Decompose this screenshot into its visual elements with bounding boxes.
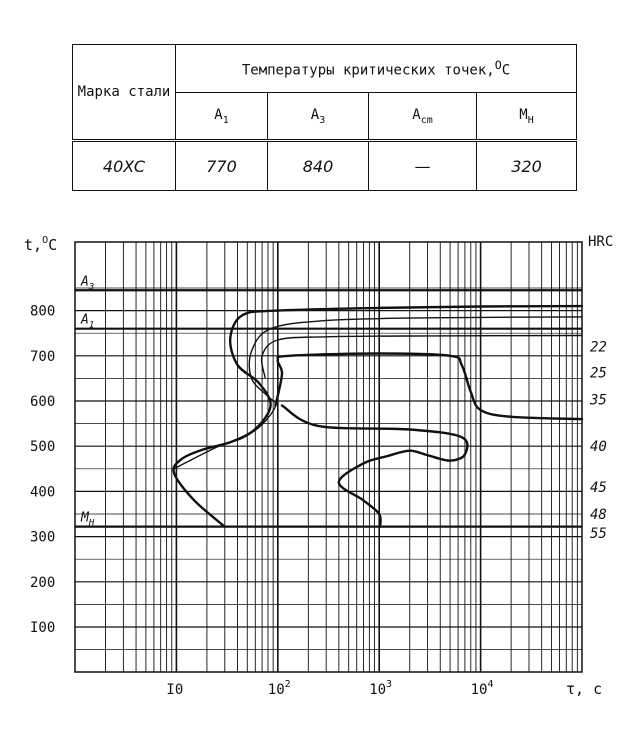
y-tick-label-800: 800 [30,303,56,320]
y-axis-label: t,$^O$C [24,235,58,254]
steel-grade-header [73,45,176,141]
x-axis-label: τ, c [566,680,603,698]
x-tick-label-10: I0 [166,682,184,698]
x-tick-label-100: $10^2$ [267,679,291,698]
transformation-curve-4 [276,354,583,420]
col-header-mh-base: M [519,106,528,123]
hrc-value-48: 48 [590,507,607,523]
value-a3-cell: 840 [268,141,369,191]
col-header-acm-sub: cm [420,114,433,126]
y-tick-label-200: 200 [30,574,56,591]
value-a1-cell: 770 [176,141,268,191]
y-tick-label-400: 400 [30,484,56,501]
value-acm-cell: — [369,141,477,191]
hrc-value-35: 35 [590,392,607,409]
transformation-curves [173,306,582,527]
value-mh-cell: 320 [477,141,577,191]
critical-points-table [72,44,577,191]
y-tick-label-100: I00 [30,620,56,636]
hrc-value-22: 22 [590,339,607,356]
critical-line-label-a1: $A_1$ [81,312,95,331]
y-tick-label-300: 300 [30,529,56,546]
celsius-unit: C [501,62,511,79]
hrc-value-45: 45 [590,479,607,496]
ttt-diagram [0,210,624,744]
y-tick-label-700: 700 [30,348,56,365]
steel-grade-header-text: Марка стали [77,84,171,100]
col-header-a1-sub: 1 [222,114,229,126]
col-header-mh-sub: H [527,114,534,126]
x-tick-label-10000: $10^4$ [470,679,494,698]
hrc-value-55: 55 [590,525,607,542]
col-header-a3 [268,93,369,141]
col-header-acm [369,93,477,141]
hrc-axis-label: HRC [588,234,614,250]
degree-sup: O [494,58,502,73]
critical-temperatures-header-text: Температуры критических точек, [241,62,495,79]
axis-labels [24,234,613,698]
col-header-a1 [176,93,268,141]
steel-grade-cell: 40XC [73,141,176,191]
hrc-value-40: 40 [590,439,607,456]
y-tick-label-500: 500 [30,439,56,456]
col-header-a3-sub: 3 [319,114,326,126]
critical-temperatures-header [176,45,577,93]
critical-line-label-mh: $M_H$ [81,510,95,529]
x-tick-label-1000: $10^3$ [369,679,393,698]
hrc-value-25: 25 [590,365,607,382]
transformation-curve-3 [262,336,582,378]
critical-line-label-a3: $A_3$ [81,274,95,293]
col-header-a1-base: A [214,106,223,123]
y-tick-label-600: 600 [30,394,56,410]
col-header-acm-base: A [412,106,421,123]
col-header-a3-base: A [310,106,320,123]
col-header-mh [477,93,577,141]
